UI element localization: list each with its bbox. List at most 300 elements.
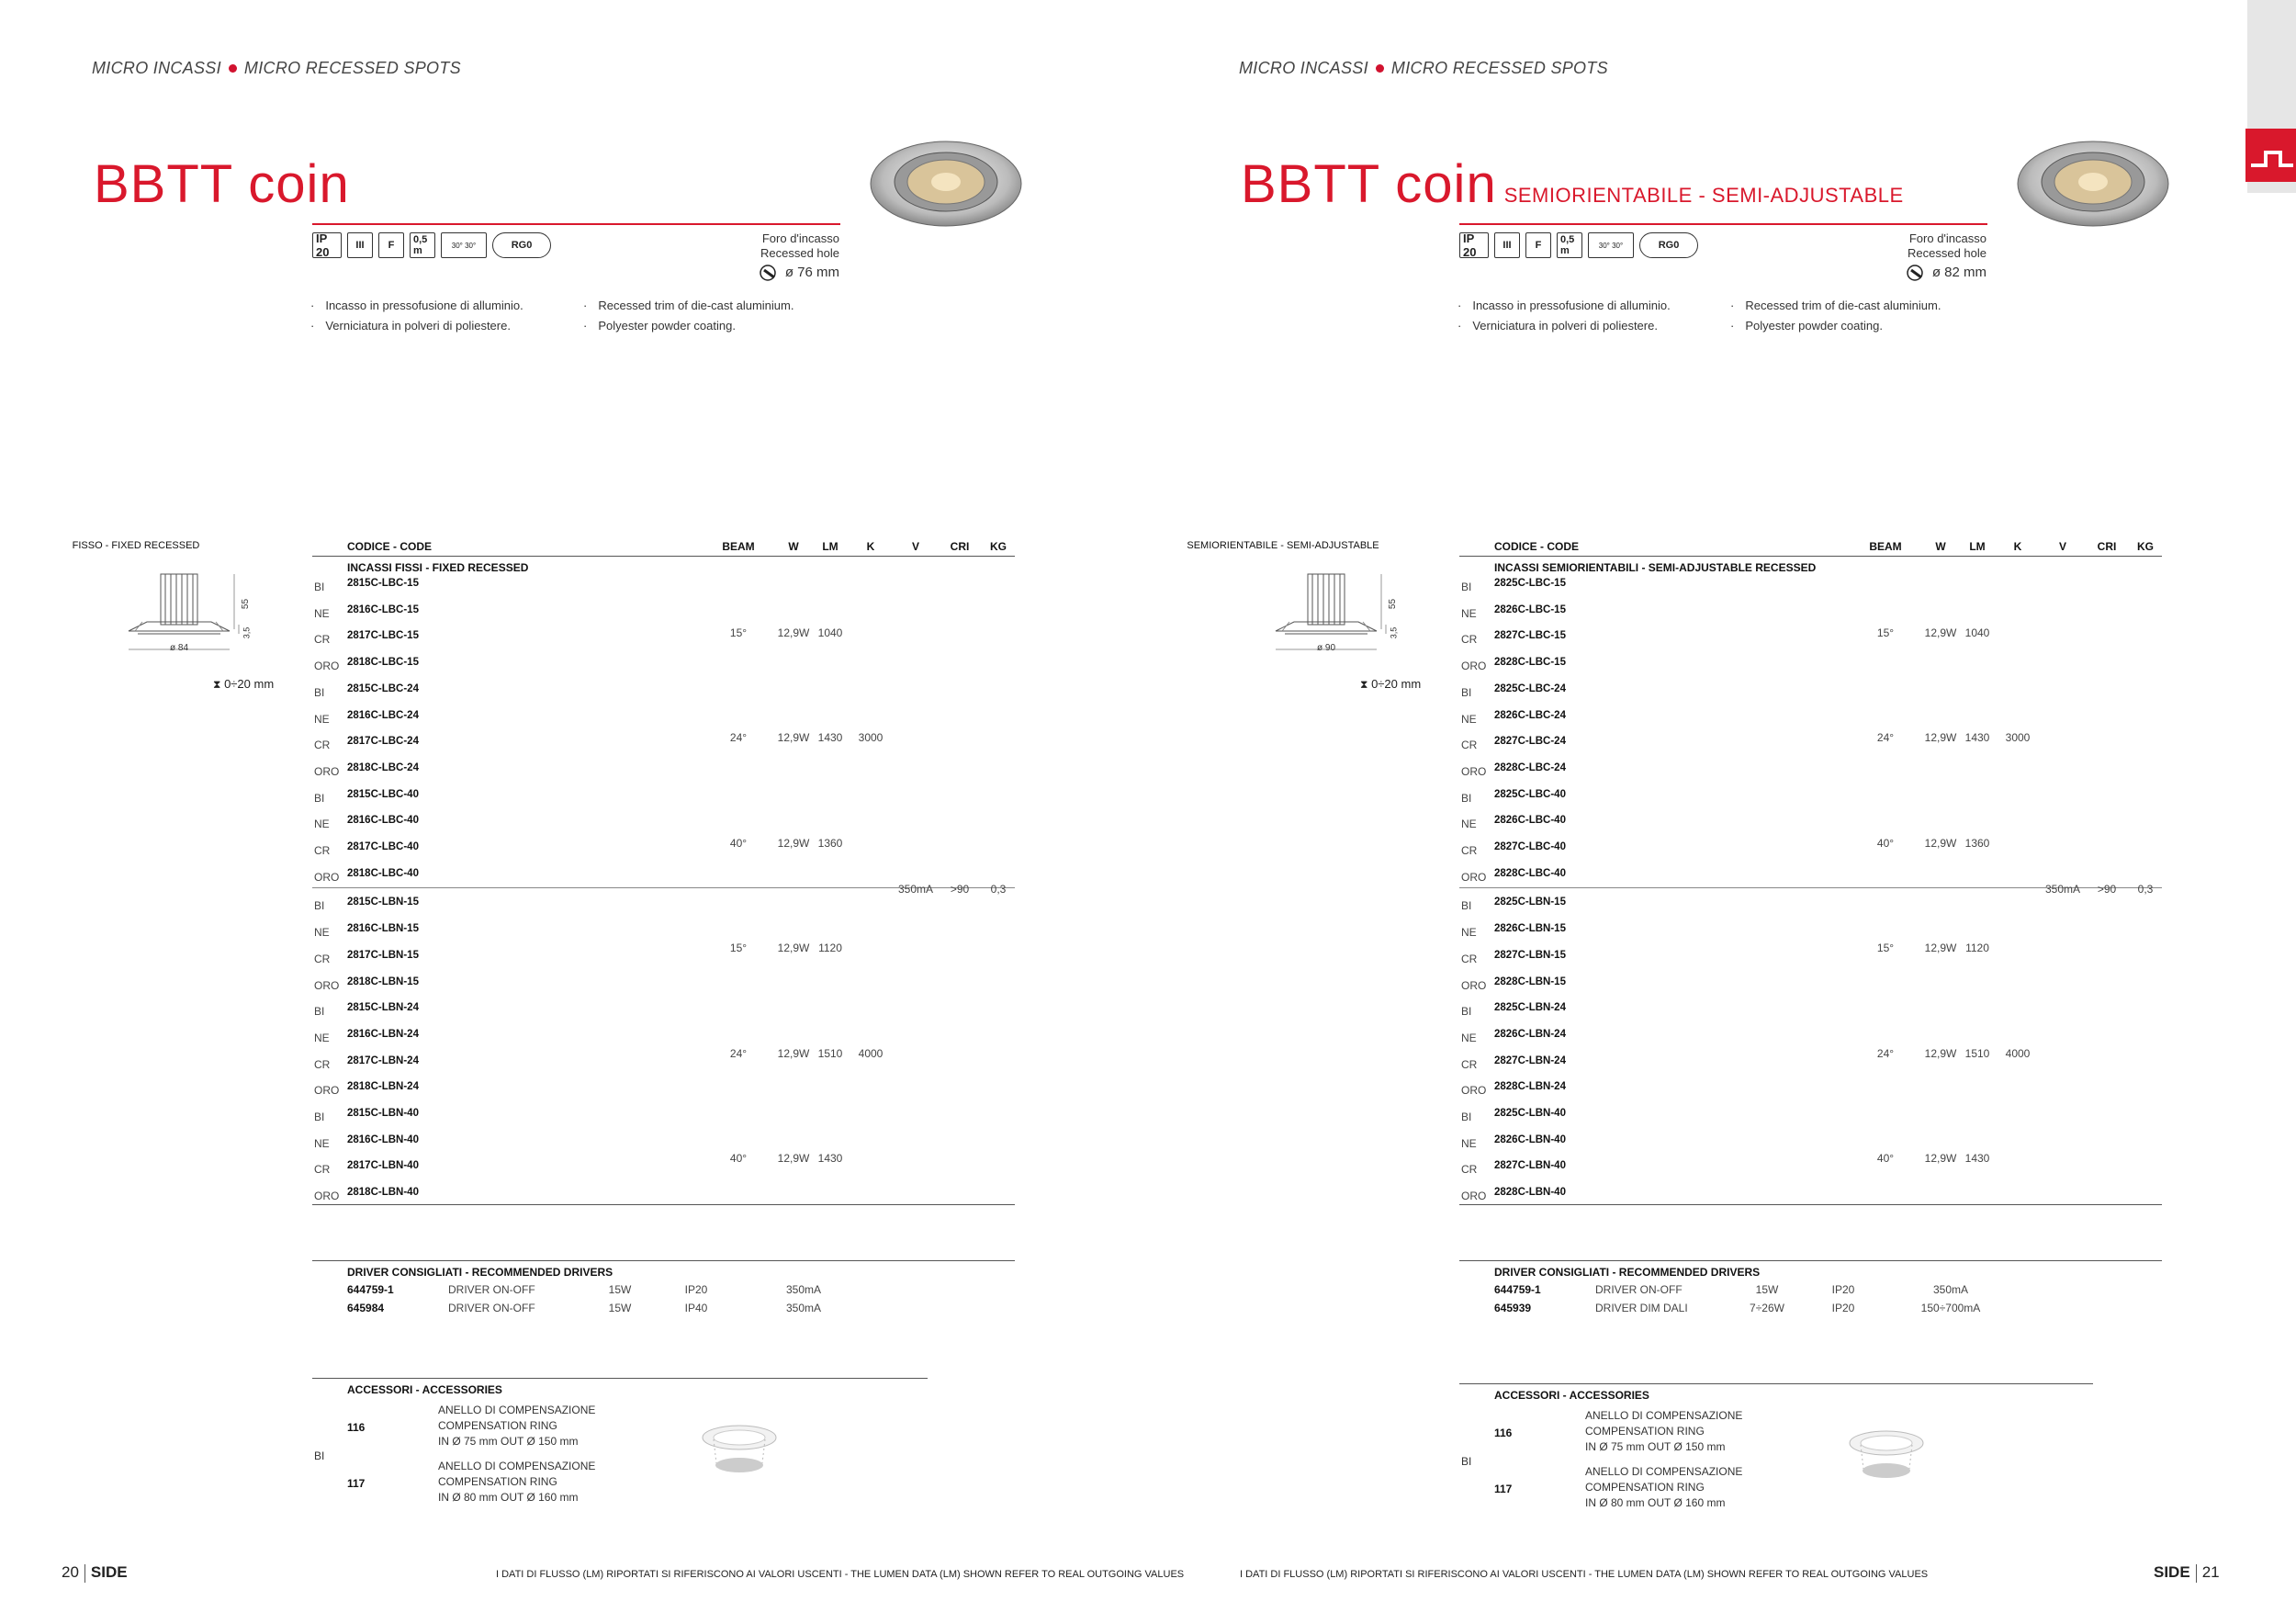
product-code: 2828C-LBN-24 [1494, 1081, 1566, 1093]
distance-icon: 0,5 m [1557, 232, 1582, 258]
hole-diameter-row [1845, 265, 1986, 281]
dim-range-value: 0÷20 mm [224, 677, 275, 691]
hole-label-it: Foro d'incasso [1908, 231, 1986, 245]
table-header-cell: V [2058, 540, 2066, 553]
dim-range [213, 677, 274, 692]
product-code: 2817C-LBN-15 [347, 949, 419, 961]
hole-label-it: Foro d'incasso [761, 231, 839, 245]
table-row [312, 657, 1015, 673]
table-row [312, 1187, 1015, 1203]
table-row [312, 1081, 1015, 1098]
header-breadcrumb [1239, 59, 1608, 78]
table-row [312, 868, 1015, 885]
compensation-ring-icon [698, 1419, 781, 1483]
rg0-icon: RG0 [1639, 232, 1698, 258]
group-beam: 24° [1876, 1047, 1895, 1060]
table-header [312, 540, 1015, 555]
drivers-title: DRIVER CONSIGLIATI - RECOMMENDED DRIVERS [1494, 1266, 1761, 1279]
table-row [1459, 1160, 2162, 1177]
table-header-cell: CRI [950, 540, 970, 553]
page-number-divider [84, 1564, 85, 1583]
accessory-code: 117 [1494, 1483, 1513, 1495]
table-row [312, 604, 1015, 621]
f-mark-icon: F [378, 232, 404, 258]
table-header-cell: W [1935, 540, 1946, 553]
table-row [1459, 1187, 2162, 1203]
group-beam: 40° [729, 837, 748, 850]
group-w: 12,9W [777, 837, 810, 850]
group-beam: 15° [1876, 626, 1895, 639]
common-kg: 0,3 [990, 883, 1007, 896]
drawing-label: FISSO - FIXED RECESSED [72, 540, 200, 551]
footnote: I DATI DI FLUSSO (LM) RIPORTATI SI RIFERISCONO AI VALORI USCENTI - THE LUMEN DATA (LM) SHOWN REFER TO REAL OUTGOING VALUES [1240, 1569, 1929, 1580]
product-code: 2825C-LBN-15 [1494, 897, 1566, 908]
product-code: 2817C-LBC-40 [347, 841, 419, 852]
dim-depth: 3,5 [242, 626, 252, 639]
table-row [312, 841, 1015, 858]
group-beam: 24° [729, 731, 748, 744]
product-code: 2828C-LBC-15 [1494, 657, 1566, 669]
group-beam: 15° [729, 626, 748, 639]
header-right: MICRO RECESSED SPOTS [243, 59, 461, 77]
product-code: 2825C-LBC-15 [1494, 578, 1566, 589]
finish-code: NE [314, 606, 330, 620]
product-code: 2818C-LBC-40 [347, 867, 419, 879]
hole-diameter-row [698, 265, 839, 281]
brand: SIDE [90, 1563, 128, 1581]
finish-code: BI [314, 791, 325, 805]
ip20-icon: IP 20 [312, 232, 342, 258]
product-photo-icon [2015, 138, 2171, 230]
group-k: 3000 [2005, 731, 2031, 744]
table-row [1459, 578, 2162, 594]
accessories-rule [312, 1378, 928, 1379]
finish-code: NE [314, 1031, 330, 1044]
table-row [312, 1160, 1015, 1177]
table-bottom-rule [312, 1204, 1015, 1205]
section-tab-icon [2245, 129, 2296, 182]
group-w: 12,9W [1924, 731, 1957, 744]
features-en [583, 296, 793, 336]
finish-code: ORO [1461, 1084, 1487, 1098]
ip20-icon: IP 20 [1459, 232, 1489, 258]
accessory-desc: IN Ø 80 mm OUT Ø 160 mm [438, 1491, 579, 1504]
table-row [312, 1108, 1015, 1124]
group-beam: 24° [729, 1047, 748, 1060]
finish-code: NE [314, 1136, 330, 1150]
common-kg: 0,3 [2137, 883, 2154, 896]
dim-diameter: ø 90 [1317, 643, 1336, 653]
finish-code: ORO [1461, 870, 1487, 884]
group-beam: 40° [729, 1152, 748, 1165]
accessory-code: 116 [1494, 1427, 1513, 1439]
finish-code: ORO [314, 660, 340, 673]
accessories-finish: BI [314, 1449, 325, 1462]
table-row [312, 736, 1015, 752]
group-lm: 1430 [1964, 731, 1990, 744]
table-row [312, 578, 1015, 594]
feature-en: · Polyester powder coating. [1730, 316, 1941, 336]
table-row [312, 710, 1015, 727]
product-code: 2816C-LBN-15 [347, 923, 419, 935]
table-row [1459, 1134, 2162, 1151]
common-cri: >90 [950, 883, 970, 896]
page-number-block [62, 1563, 128, 1583]
feature-it: · Incasso in pressofusione di alluminio. [310, 296, 523, 316]
product-code: 2827C-LBN-15 [1494, 949, 1566, 961]
table-row [1459, 897, 2162, 913]
finish-code: CR [1461, 844, 1478, 857]
product-title-text: BBTT coin [1241, 154, 1497, 214]
finish-code: ORO [1461, 978, 1487, 992]
group-w: 12,9W [1924, 1047, 1957, 1060]
product-code: 2828C-LBC-40 [1494, 867, 1566, 879]
driver-cell: 15W [608, 1283, 632, 1296]
feature-it: · Incasso in pressofusione di alluminio. [1458, 296, 1671, 316]
table-row [1459, 630, 2162, 647]
product-code: 2827C-LBC-24 [1494, 736, 1566, 748]
product-code: 2825C-LBN-40 [1494, 1108, 1566, 1119]
product-code: 2818C-LBC-24 [347, 761, 419, 773]
finish-code: ORO [1461, 1190, 1487, 1203]
group-w: 12,9W [1924, 1152, 1957, 1165]
group-lm: 1360 [1964, 837, 1990, 850]
product-code: 2827C-LBN-24 [1494, 1054, 1566, 1066]
driver-cell: IP20 [684, 1283, 708, 1296]
table-header-cell: KG [2137, 540, 2154, 553]
product-code: 2827C-LBN-40 [1494, 1160, 1566, 1172]
finish-code: BI [1461, 685, 1472, 699]
finish-code: NE [1461, 712, 1477, 726]
product-code: 2826C-LBN-40 [1494, 1133, 1566, 1145]
table-row [312, 897, 1015, 913]
group-w: 12,9W [777, 626, 810, 639]
footnote: I DATI DI FLUSSO (LM) RIPORTATI SI RIFERISCONO AI VALORI USCENTI - THE LUMEN DATA (LM) SHOWN REFER TO REAL OUTGOING VALUES [496, 1569, 1185, 1580]
hole-diameter: ø 82 mm [1931, 264, 1986, 280]
table-row [1459, 683, 2162, 700]
header-right: MICRO RECESSED SPOTS [1390, 59, 1608, 77]
product-photo-icon [868, 138, 1024, 230]
table-row [1459, 1081, 2162, 1098]
table-row [1459, 923, 2162, 940]
drivers-title: DRIVER CONSIGLIATI - RECOMMENDED DRIVERS [347, 1266, 613, 1279]
f-mark-icon: F [1525, 232, 1551, 258]
dim-depth: 3,5 [1389, 626, 1399, 639]
header-left: MICRO INCASSI [92, 59, 221, 77]
accessory-desc: COMPENSATION RING [1585, 1481, 1705, 1494]
driver-cell: IP20 [1831, 1302, 1855, 1314]
group-k: 4000 [2005, 1047, 2031, 1060]
accessory-photo [1845, 1425, 1928, 1494]
product-code: 2816C-LBC-24 [347, 709, 419, 721]
finish-code: CR [1461, 739, 1478, 752]
drawing-label: SEMIORIENTABILE - SEMI-ADJUSTABLE [1187, 540, 1379, 551]
product-title [1241, 154, 1904, 214]
finish-code: CR [314, 739, 331, 752]
page-number-divider [2196, 1564, 2197, 1583]
certification-icons [1459, 232, 1698, 258]
table-row [1459, 657, 2162, 673]
table-row [312, 815, 1015, 831]
table-row [312, 976, 1015, 993]
accessory-code: 117 [347, 1477, 366, 1490]
product-code: 2818C-LBC-15 [347, 657, 419, 669]
table-row [312, 1002, 1015, 1019]
product-code: 2816C-LBN-40 [347, 1133, 419, 1145]
drill-icon [1907, 265, 1929, 281]
compensation-ring-icon [1845, 1425, 1928, 1489]
recessed-hole-info [698, 231, 839, 281]
product-code: 2816C-LBC-40 [347, 815, 419, 827]
technical-drawing-icon [119, 565, 276, 657]
table-row [312, 1055, 1015, 1072]
feature-en: · Recessed trim of die-cast aluminium. [583, 296, 793, 316]
finish-code: NE [314, 818, 330, 831]
finish-code: CR [1461, 633, 1478, 647]
finish-code: CR [1461, 952, 1478, 965]
driver-cell: IP20 [1831, 1283, 1855, 1296]
accessory-desc: COMPENSATION RING [438, 1419, 557, 1432]
title-rule [312, 223, 840, 225]
group-w: 12,9W [777, 731, 810, 744]
finish-code: NE [314, 712, 330, 726]
group-lm: 1510 [817, 1047, 843, 1060]
section-tab [2247, 0, 2296, 193]
table-row [1459, 1108, 2162, 1124]
table-row [312, 789, 1015, 806]
table-header-cell: KG [990, 540, 1007, 553]
finish-code: BI [1461, 899, 1472, 913]
dim-height: 55 [1388, 598, 1399, 610]
driver-code: 645939 [1494, 1302, 1532, 1314]
table-header [1459, 540, 2162, 555]
table-header-cell: CODICE - CODE [1494, 540, 1580, 553]
table-row [312, 923, 1015, 940]
finish-code: BI [314, 899, 325, 913]
product-title-text: BBTT coin [94, 154, 350, 214]
drivers-rule [312, 1260, 1015, 1261]
header-breadcrumb [92, 59, 461, 78]
group-beam: 15° [1876, 942, 1895, 954]
feature-en: · Recessed trim of die-cast aluminium. [1730, 296, 1941, 316]
accessory-photo [698, 1419, 781, 1488]
accessories-rule [1459, 1383, 2093, 1384]
table-header-cell: CODICE - CODE [347, 540, 433, 553]
product-code: 2828C-LBC-24 [1494, 761, 1566, 773]
table-row [312, 1029, 1015, 1045]
driver-cell: 150÷700mA [1920, 1302, 1981, 1314]
driver-cell: 15W [1755, 1283, 1779, 1296]
technical-drawing [1266, 565, 1423, 661]
product-code: 2826C-LBC-40 [1494, 815, 1566, 827]
table-section-title: INCASSI SEMIORIENTABILI - SEMI-ADJUSTABLE RECESSED [1494, 561, 1817, 574]
finish-code: NE [1461, 926, 1477, 940]
product-code: 2815C-LBC-40 [347, 788, 419, 800]
accessory-desc: IN Ø 80 mm OUT Ø 160 mm [1585, 1496, 1726, 1509]
table-section-title: INCASSI FISSI - FIXED RECESSED [347, 561, 529, 574]
hole-diameter: ø 76 mm [784, 264, 839, 280]
finish-code: CR [314, 633, 331, 647]
product-code: 2825C-LBC-24 [1494, 682, 1566, 694]
finish-code: BI [314, 1111, 325, 1123]
page-number-block [2154, 1563, 2220, 1583]
hole-label-en: Recessed hole [1908, 246, 1986, 260]
finish-code: NE [1461, 818, 1477, 831]
finish-code: BI [314, 581, 325, 593]
group-beam: 40° [1876, 1152, 1895, 1165]
table-row [1459, 841, 2162, 858]
table-header-cell: W [788, 540, 799, 553]
accessory-desc: ANELLO DI COMPENSAZIONE [1585, 1465, 1743, 1478]
finish-code: NE [1461, 1031, 1477, 1044]
product-code: 2827C-LBC-15 [1494, 630, 1566, 642]
driver-cell: 350mA [1932, 1283, 1969, 1296]
accessory-code: 116 [347, 1421, 366, 1434]
accessory-desc: COMPENSATION RING [1585, 1425, 1705, 1438]
table-row [1459, 710, 2162, 727]
driver-cell: DRIVER ON-OFF [1595, 1283, 1683, 1296]
drivers-rule [1459, 1260, 2162, 1261]
finish-code: ORO [314, 870, 340, 884]
product-code: 2818C-LBN-15 [347, 976, 419, 987]
driver-cell: 350mA [785, 1302, 822, 1314]
product-photo [868, 138, 1024, 234]
table-header-cell: LM [822, 540, 838, 553]
header-left: MICRO INCASSI [1239, 59, 1368, 77]
product-subtitle: SEMIORIENTABILE - SEMI-ADJUSTABLE [1503, 184, 1904, 207]
driver-cell: DRIVER ON-OFF [448, 1302, 535, 1314]
finish-code: CR [314, 1163, 331, 1177]
table-top-rule [312, 556, 1015, 557]
group-lm: 1120 [818, 942, 842, 954]
class3-icon: III [347, 232, 373, 258]
finish-code: ORO [314, 978, 340, 992]
group-w: 12,9W [777, 1047, 810, 1060]
driver-code: 644759-1 [1494, 1283, 1541, 1296]
dim-height: 55 [241, 598, 252, 610]
table-row [312, 683, 1015, 700]
product-title [94, 154, 350, 214]
table-row [312, 630, 1015, 647]
common-v: 350mA [897, 883, 934, 896]
product-code: 2817C-LBC-24 [347, 736, 419, 748]
table-row [312, 950, 1015, 966]
technical-drawing [119, 565, 276, 661]
table-header-cell: BEAM [722, 540, 755, 553]
brand: SIDE [2154, 1563, 2190, 1581]
feature-it: · Verniciatura in polveri di poliestere. [1458, 316, 1671, 336]
table-bottom-rule [1459, 1204, 2162, 1205]
class3-icon: III [1494, 232, 1520, 258]
finish-code: ORO [314, 1190, 340, 1203]
driver-cell: 7÷26W [1750, 1302, 1784, 1314]
finish-code: NE [1461, 606, 1477, 620]
finish-code: BI [314, 685, 325, 699]
beam-angle-icon: 30° 30° [441, 232, 487, 258]
table-row [1459, 976, 2162, 993]
table-header-cell: BEAM [1869, 540, 1902, 553]
accessory-desc: COMPENSATION RING [438, 1475, 557, 1488]
product-code: 2826C-LBN-15 [1494, 923, 1566, 935]
group-lm: 1510 [1964, 1047, 1990, 1060]
group-lm: 1430 [817, 731, 843, 744]
finish-code: ORO [1461, 660, 1487, 673]
common-v: 350mA [2044, 883, 2081, 896]
group-k: 4000 [858, 1047, 884, 1060]
finish-code: NE [1461, 1136, 1477, 1150]
table-row [1459, 950, 2162, 966]
accessory-desc: ANELLO DI COMPENSAZIONE [1585, 1409, 1743, 1422]
table-top-rule [1459, 556, 2162, 557]
distance-icon: 0,5 m [410, 232, 435, 258]
table-row [1459, 1055, 2162, 1072]
certification-icons [312, 232, 551, 258]
product-code: 2817C-LBN-40 [347, 1160, 419, 1172]
table-header-cell: K [866, 540, 875, 553]
hole-label-en: Recessed hole [760, 246, 839, 260]
table-row [1459, 1002, 2162, 1019]
product-code: 2826C-LBC-15 [1494, 603, 1566, 615]
header-dot-icon [229, 64, 237, 73]
table-row [312, 1134, 1015, 1151]
finish-code: BI [314, 1005, 325, 1019]
accessory-desc: ANELLO DI COMPENSAZIONE [438, 1460, 596, 1472]
dim-range [1360, 677, 1421, 692]
recessed-hole-info [1845, 231, 1986, 281]
table-header-cell: CRI [2097, 540, 2117, 553]
product-code: 2815C-LBC-15 [347, 578, 419, 589]
product-code: 2825C-LBN-24 [1494, 1002, 1566, 1014]
finish-code: CR [1461, 1163, 1478, 1177]
group-lm: 1430 [817, 1152, 843, 1165]
accessories-title: ACCESSORI - ACCESSORIES [1494, 1389, 1649, 1402]
finish-code: ORO [1461, 764, 1487, 778]
dim-diameter: ø 84 [170, 643, 189, 653]
product-code: 2826C-LBN-24 [1494, 1028, 1566, 1040]
accessory-desc: IN Ø 75 mm OUT Ø 150 mm [1585, 1440, 1726, 1453]
driver-cell: DRIVER DIM DALI [1595, 1302, 1688, 1314]
table-row [1459, 868, 2162, 885]
accessories-finish: BI [1461, 1455, 1472, 1468]
group-w: 12,9W [1924, 837, 1957, 850]
group-lm: 1430 [1964, 1152, 1990, 1165]
driver-cell: 350mA [785, 1283, 822, 1296]
range-icon: ⧗ [1360, 678, 1368, 691]
features-it [310, 296, 523, 336]
finish-code: BI [1461, 791, 1472, 805]
table-row [1459, 762, 2162, 779]
range-icon: ⧗ [213, 678, 221, 691]
group-lm: 1120 [1965, 942, 1989, 954]
drill-icon [760, 265, 782, 281]
product-code: 2816C-LBC-15 [347, 603, 419, 615]
driver-cell: IP40 [684, 1302, 708, 1314]
table-row [312, 762, 1015, 779]
product-code: 2815C-LBN-40 [347, 1108, 419, 1119]
rg0-icon: RG0 [492, 232, 551, 258]
driver-cell: DRIVER ON-OFF [448, 1283, 535, 1296]
dim-range-value: 0÷20 mm [1371, 677, 1422, 691]
feature-it: · Verniciatura in polveri di poliestere. [310, 316, 523, 336]
technical-drawing-icon [1266, 565, 1423, 657]
group-beam: 15° [729, 942, 748, 954]
features-it [1458, 296, 1671, 336]
table-header-cell: LM [1969, 540, 1986, 553]
finish-code: BI [1461, 581, 1472, 593]
product-code: 2815C-LBN-15 [347, 897, 419, 908]
accessory-desc: ANELLO DI COMPENSAZIONE [438, 1404, 596, 1416]
finish-code: ORO [314, 1084, 340, 1098]
